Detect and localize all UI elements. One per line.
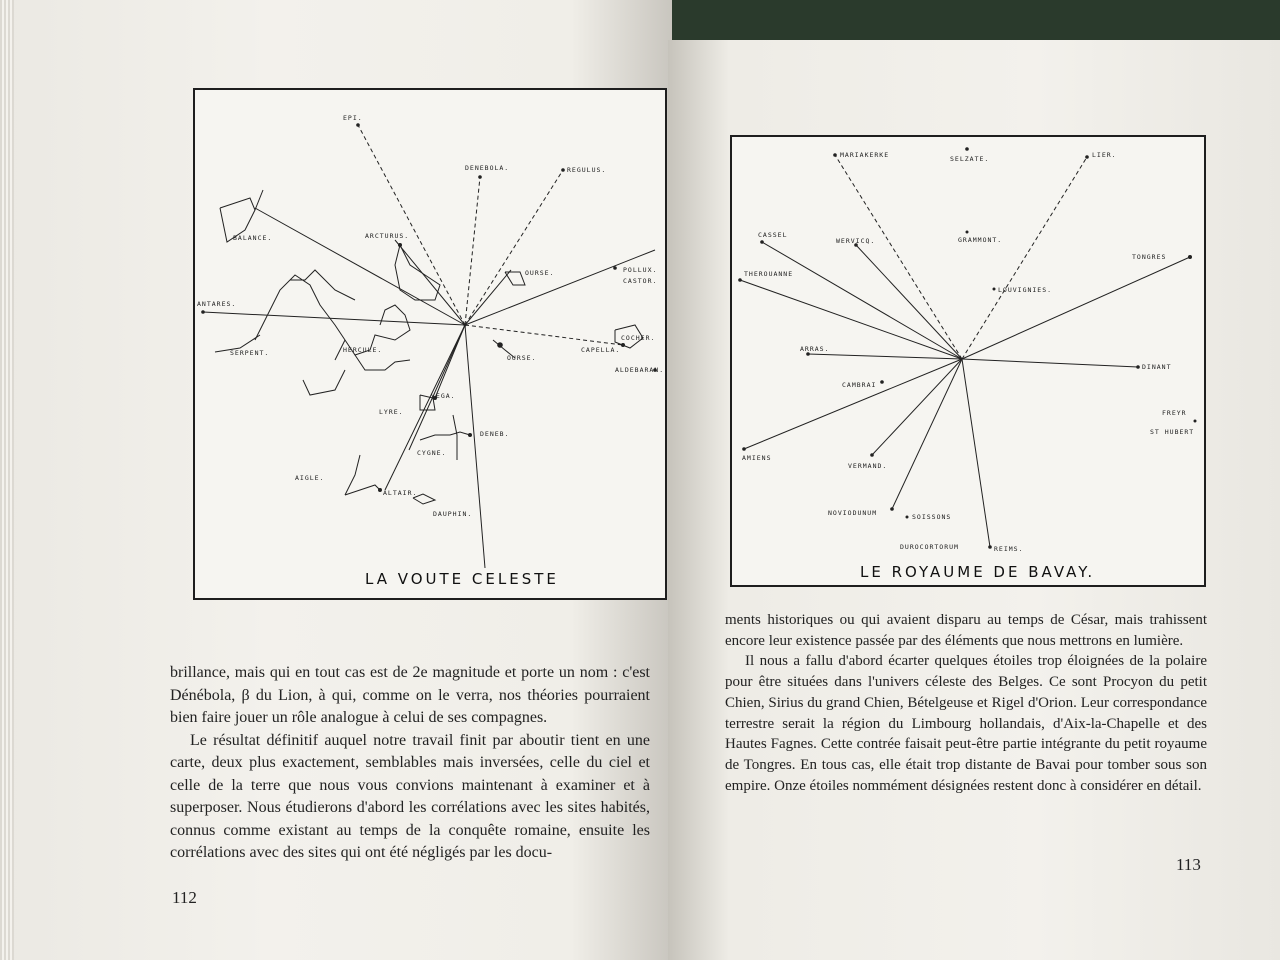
label-lyre: LYRE. <box>379 408 404 416</box>
road-arras <box>808 354 962 359</box>
label-ourse-1: OURSE. <box>525 269 555 277</box>
star-antares <box>201 310 205 314</box>
label-cygne: CYGNE. <box>417 449 447 457</box>
city-reims <box>988 545 992 549</box>
label-amiens: AMIENS <box>742 454 772 462</box>
serpent-branch <box>290 270 355 300</box>
label-st-hubert: ST HUBERT <box>1150 428 1195 436</box>
label-arras: ARRAS. <box>800 345 830 353</box>
label-aldebaran: ALDEBARAN. <box>615 366 665 374</box>
label-wervicq: WERVICQ. <box>836 237 876 245</box>
star-polaris <box>497 342 503 348</box>
label-cambrai: CAMBRAI <box>842 381 877 389</box>
star-epi <box>356 123 360 127</box>
label-tongres: TONGRES <box>1132 253 1167 261</box>
road-reims <box>962 359 990 547</box>
city-selzate <box>965 147 969 151</box>
label-castor: CASTOR. <box>623 277 658 285</box>
label-balance: BALANCE. <box>233 234 273 242</box>
ray-arcturus <box>395 240 465 325</box>
paragraph: brillance, mais qui en tout cas est de 2e magnitude et porte un nom : c'est Dénébola, β du Lion, à qui, comme on le verra, nos théories pourraient bien faire jouer un rôle analogue à celui de ses compagnes. <box>170 664 650 726</box>
label-denebola: DENEBOLA. <box>465 164 510 172</box>
label-cassel: CASSEL <box>758 231 788 239</box>
city-vermand <box>870 453 874 457</box>
label-durocortorum: DUROCORTORUM <box>900 543 959 551</box>
label-lier: LIER. <box>1092 151 1117 159</box>
label-antares: ANTARES. <box>197 300 237 308</box>
star-altair <box>378 488 382 492</box>
paragraph: ments historiques ou qui avaient disparu au temps de César, mais trahissent encore leur existence passée par des éléments que nous mettrons en lumière. <box>725 612 1207 649</box>
label-hercule: HERCULE. <box>343 346 383 354</box>
city-noviodunum <box>890 507 894 511</box>
bavay-kingdom-map <box>730 135 1206 587</box>
star-pole <box>464 324 467 327</box>
paragraph: Il nous a fallu d'abord écarter quelques étoiles trop éloignées de la polaire pour être situées dans l'univers céleste des Belges. Ce sont Procyon du petit Chien, Sirius du grand Chien, Bételgeuse et Rigel d'Orion. Leur correspondance terrestre serait la région du Limbourg hollandais, d'Aix-la-Chapelle et des Hautes Fagnes. Cette contrée faisait peut-être partie intégrante du petit royaume de Tongres. En tous cas, elle était trop distante de Bavai pour tomber sous son empire. Onze étoiles nommément désignées restent donc à considérer en détail. <box>725 653 1207 794</box>
arcturus-figure <box>395 245 440 300</box>
star-deneb <box>468 433 472 437</box>
city-tongres <box>1188 255 1192 259</box>
city-lier <box>1085 155 1089 159</box>
left-page-text <box>170 662 650 865</box>
bavay-map-drawing <box>732 137 1204 585</box>
label-selzate: SELZATE. <box>950 155 990 163</box>
label-therouanne: THEROUANNE <box>744 270 794 278</box>
label-ourse-2: OURSE. <box>507 354 537 362</box>
label-freyr: FREYR <box>1162 409 1187 417</box>
ray-denebola <box>465 177 480 325</box>
road-dinant <box>962 359 1138 367</box>
cygne-branch <box>453 415 457 460</box>
serpent-figure <box>255 275 345 360</box>
hercule-leg <box>303 370 345 395</box>
label-serpent: SERPENT. <box>230 349 270 357</box>
star-pollux <box>613 266 617 270</box>
city-amiens <box>742 447 746 451</box>
label-reims: REIMS. <box>994 545 1024 553</box>
ray-pollux <box>465 250 658 325</box>
label-vega: VEGA. <box>431 392 456 400</box>
road-mariakerke <box>835 155 962 359</box>
bavay-map-caption: LE ROYAUME DE BAVAY. <box>860 563 1096 581</box>
ray-south <box>465 325 485 568</box>
ray-regulus <box>465 170 563 325</box>
aigle-branch <box>345 455 360 495</box>
label-grammont: GRAMMONT. <box>958 236 1003 244</box>
road-therouanne <box>740 280 962 359</box>
road-vermand <box>872 359 962 455</box>
city-freyr <box>1194 420 1197 423</box>
balance-branch <box>255 190 263 210</box>
label-noviodunum: NOVIODUNUM <box>828 509 878 517</box>
city-grammont <box>966 231 969 234</box>
label-aigle: AIGLE. <box>295 474 325 482</box>
page-number-left: 112 <box>172 888 197 907</box>
label-soissons: SOISSONS <box>912 513 952 521</box>
label-cocher: COCHER. <box>621 334 656 342</box>
label-vermand: VERMAND. <box>848 462 888 470</box>
city-mariakerke <box>833 153 837 157</box>
hercule-branch <box>355 355 410 370</box>
page-edges <box>0 0 14 960</box>
label-altair: ALTAIR. <box>383 489 418 497</box>
road-cassel <box>762 242 962 359</box>
star-regulus <box>561 168 565 172</box>
road-amiens <box>744 359 962 449</box>
label-dinant: DINANT <box>1142 363 1172 371</box>
right-page-text <box>725 610 1207 796</box>
label-regulus: REGULUS. <box>567 166 607 174</box>
label-dauphin: DAUPHIN. <box>433 510 473 518</box>
star-capella <box>621 343 625 347</box>
label-capella: CAPELLA. <box>581 346 621 354</box>
road-wervicq <box>856 245 962 359</box>
label-louvignies: LOUVIGNIES. <box>998 286 1053 294</box>
label-deneb: DENEB. <box>480 430 510 438</box>
city-cassel <box>760 240 764 244</box>
ray-capella <box>465 325 623 345</box>
star-arcturus <box>398 243 402 247</box>
cygne-figure <box>420 432 470 440</box>
page-number-right: 113 <box>1176 855 1201 874</box>
celestial-map-caption: LA VOUTE CELESTE <box>365 570 559 588</box>
label-pollux: POLLUX. <box>623 266 658 274</box>
road-lier <box>962 157 1087 359</box>
star-denebola <box>478 175 482 179</box>
celestial-map-drawing <box>195 90 665 598</box>
label-epi: EPI. <box>343 114 363 122</box>
aigle-figure <box>345 485 380 495</box>
city-dinant <box>1136 365 1140 369</box>
label-arcturus: ARCTURUS. <box>365 232 410 240</box>
paragraph: Le résultat définitif auquel notre travail finit par aboutir tient en une carte, deux plus exactement, semblables mais inversées, celle du ciel et celle de la terre que nous vous convions maintenant à examiner et à superposer. Nous étudierons d'abord les corrélations avec les sites habités, connus comme existant au temps de la conquête romaine, ensuite les corrélations avec des sites qui ont été négligés par les docu- <box>170 731 650 861</box>
celestial-map <box>193 88 667 600</box>
road-noviodunum <box>892 359 962 509</box>
road-tongres <box>962 257 1190 359</box>
ray-ourse <box>465 270 511 325</box>
city-therouanne <box>738 278 742 282</box>
label-mariakerke: MARIAKERKE <box>840 151 890 159</box>
city-louvignies <box>993 288 996 291</box>
city-cambrai <box>880 380 884 384</box>
city-soissons <box>906 516 909 519</box>
